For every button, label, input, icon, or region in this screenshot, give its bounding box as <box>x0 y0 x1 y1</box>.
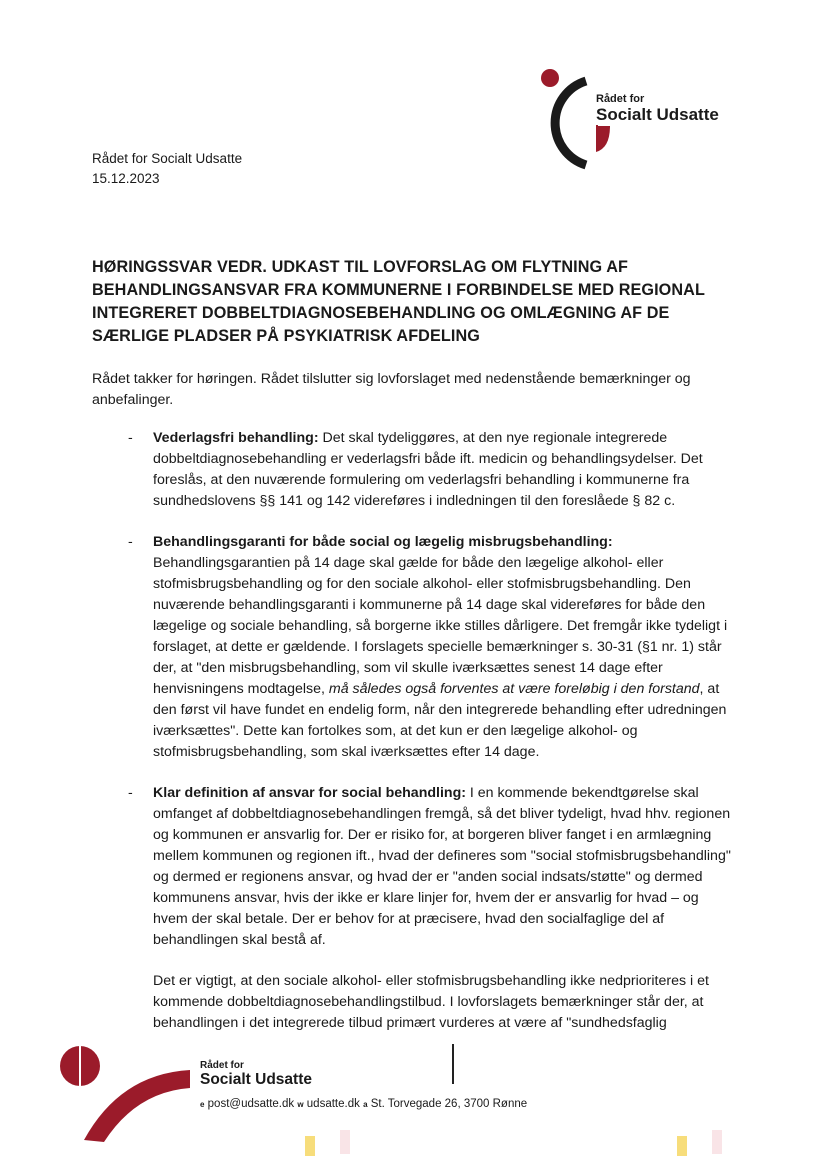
document-date: 15.12.2023 <box>92 171 160 186</box>
header-logo <box>538 68 738 178</box>
logo-mark-icon <box>538 68 598 178</box>
bullet-text-continued: , at den først vil have fundet en endelig form, når den integrerede behandling efter udredningen iværksættes". Dette kan fortolkes som, at det kun er den lægelige alkohol- og stofmisbrugsbehandling, som skal iværksættes efter 14 dage. <box>153 681 727 760</box>
footer-logo-line-1: Rådet for <box>200 1060 244 1071</box>
intro-paragraph: Rådet takker for høringen. Rådet tilslutter sig lovforslaget med nedenstående bemærkninger og anbefalinger. <box>92 371 691 408</box>
list-item <box>92 532 732 763</box>
scan-artifact <box>340 1130 350 1154</box>
footer-address: St. Torvegade 26, 3700 Rønne <box>370 1098 528 1110</box>
continuation-paragraph: Det er vigtigt, at den sociale alkohol- eller stofmisbrugsbehandling ikke nedprioriteres i et kommende dobbeltdiagnosebehandlingstilbud. I lovforslagets bemærkninger står der, at behandlingen i det integrerede tilbud primært vurderes at være af "sundhedsfaglig <box>153 973 709 1031</box>
document-title: HØRINGSSVAR VEDR. UDKAST TIL LOVFORSLAG OM FLYTNING AF BEHANDLINGSANSVAR FRA KOMMUNERNE I FORBINDELSE MED REGIONAL INTEGRERET DOBBELTDIAGNOSEBEHANDLING OG OMLÆGNING AF DE SÆRLIGE PLADSER PÅ PSYKIATRISK AFDELING <box>92 258 705 345</box>
bullet-quote-italic: må således også forventes at være foreløbig i den forstand <box>328 681 700 697</box>
sender-block <box>92 149 242 189</box>
sender-organization: Rådet for Socialt Udsatte <box>92 151 243 166</box>
footer-email[interactable]: post@udsatte.dk <box>207 1098 295 1110</box>
footer-wordmark <box>200 1061 312 1088</box>
bullet-heading: Klar definition af ansvar for social behandling: <box>153 785 466 801</box>
bullet-text: Det skal tydeliggøres, at den nye regionale integrerede dobbeltdiagnosebehandling er vederlagsfri både ift. medicin og behandlingsydelser. Det foreslås, at den nuværende formulering om vederlagsfri behandling i kommunerne fra sundhedslovens §§ 141 og 142 videreføres i indledningen til den foreslåede § 82 c. <box>153 430 703 509</box>
bullet-marker: - <box>128 534 133 550</box>
logo-accent-icon <box>596 126 626 166</box>
footer-logo-mark-icon <box>0 1030 190 1169</box>
address-key: a <box>363 1100 368 1109</box>
logo-line-1: Rådet for <box>596 93 645 105</box>
footer-logo-line-2: Socialt Udsatte <box>200 1071 312 1088</box>
page-footer <box>0 1030 828 1169</box>
scan-artifact <box>305 1136 315 1156</box>
bullet-heading: Vederlagsfri behandling: <box>153 430 319 446</box>
logo-wordmark <box>596 94 719 123</box>
recommendation-list <box>92 428 732 1034</box>
list-item <box>92 783 732 951</box>
bullet-text: I en kommende bekendtgørelse skal omfanget af dobbeltdiagnosebehandlingen fremgå, så det bliver tydeligt, hvad hhv. regionen og kommunen er ansvarlig for. Der er risiko for, at borgeren bliver fanget i en armlægning mellem kommunen og regionen ift., hvad der defineres som "social stofmisbrugsbehandling" og dermed er regionens ansvar, og hvad der er "anden social indsats/støtte" og dermed kommunens ansvar, hvis der ikke er klare linjer for, hvem der er ansvarlig for hvad – og hvem der skal betale. Der er behov for at præcisere, hvad den socialfaglige del af behandlingen skal bestå af. <box>153 785 731 948</box>
email-key: e <box>200 1100 205 1109</box>
logo-line-2: Socialt Udsatte <box>596 105 719 124</box>
footer-divider <box>452 1044 454 1084</box>
scan-artifact <box>712 1130 722 1154</box>
bullet-text: Behandlingsgarantien på 14 dage skal gælde for både den lægelige alkohol- eller stofmisbrugsbehandling og for den sociale alkohol- eller stofmisbrugsbehandling. Den nuværende behandlingsgaranti i kommunerne på 14 dage skal videreføres for både den lægelige og sociale behandling, så borgerne ikke stilles dårligere. Det fremgår ikke tydeligt i forslaget, at dette er gældende. I forslagets specielle bemærkninger s. 30-31 (§1 nr. 1) står der, at "den misbrugsbehandling, som vil skulle iværksættes senest 14 dage efter henvisningens modtagelse, <box>153 555 728 697</box>
web-key: w <box>297 1100 304 1109</box>
footer-website[interactable]: udsatte.dk <box>306 1098 360 1110</box>
bullet-marker: - <box>128 430 133 446</box>
bullet-marker: - <box>128 785 133 801</box>
footer-contact <box>200 1098 527 1110</box>
scan-artifact <box>677 1136 687 1156</box>
list-item <box>92 428 732 512</box>
bullet-heading: Behandlingsgaranti for både social og lægelig misbrugsbehandling: <box>153 534 613 550</box>
